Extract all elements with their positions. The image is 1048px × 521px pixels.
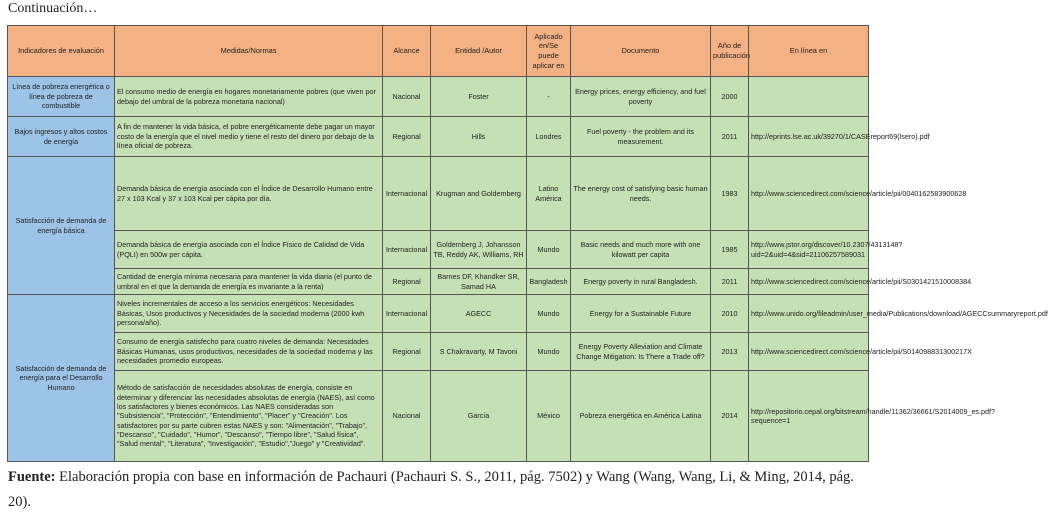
alcance-cell: Internacional: [383, 295, 431, 333]
anio-cell: 2000: [711, 77, 749, 117]
header-enlinea: En línea en: [749, 26, 869, 77]
source-note: [8, 465, 874, 515]
documento-cell: Fuel poverty - the problem and its measurement.: [571, 117, 711, 157]
entidad-cell: Hills: [431, 117, 527, 157]
enlinea-cell[interactable]: http://www.jstor.org/discover/10.2307/4313148?uid=2&uid=4&sid=21106257589031: [749, 231, 869, 269]
entidad-cell: Barnes DF, Khandker SR, Samad HA: [431, 269, 527, 295]
anio-cell: 2014: [711, 371, 749, 462]
aplicado-cell: Bangladesh: [527, 269, 571, 295]
documento-cell: Basic needs and much more with one kilowatt per capita: [571, 231, 711, 269]
entidad-cell: Goldemberg J, Johansson TB, Reddy AK, Williams, RH: [431, 231, 527, 269]
indicator-cell: Línea de pobreza energética o línea de pobreza de combustible: [8, 77, 115, 117]
aplicado-cell: Mundo: [527, 333, 571, 371]
medida-cell: El consumo medio de energía en hogares monetariamente pobres (que viven por debajo del umbral de la pobreza monetaria nacional): [115, 77, 383, 117]
table-row: [8, 269, 869, 295]
entidad-cell: AGECC: [431, 295, 527, 333]
indicator-cell: Bajos ingresos y altos costos de energía: [8, 117, 115, 157]
documento-cell: Energy prices, energy efficiency, and fuel poverty: [571, 77, 711, 117]
anio-cell: 2011: [711, 269, 749, 295]
aplicado-cell: Latino América: [527, 157, 571, 231]
header-anio: Año de publicación: [711, 26, 749, 77]
indicator-cell: Satisfacción de demanda de energía para el Desarrollo Humano: [8, 295, 115, 462]
enlinea-cell[interactable]: http://www.sciencedirect.com/science/article/pii/S0301421510008384: [749, 269, 869, 295]
header-alcance: Alcance: [383, 26, 431, 77]
alcance-cell: Regional: [383, 333, 431, 371]
indicator-cell: Satisfacción de demanda de energía básica: [8, 157, 115, 295]
medida-cell: Niveles incrementales de acceso a los servicios energéticos: Necesidades Básicas, Usos productivos y Necesidades de la sociedad moderna (2000 kwh persona/año).: [115, 295, 383, 333]
entidad-cell: Krugman and Goldemberg: [431, 157, 527, 231]
documento-cell: Energy poverty in rural Bangladesh.: [571, 269, 711, 295]
table-row: [8, 157, 869, 231]
enlinea-cell[interactable]: http://www.sciencedirect.com/science/article/pii/S014098831300217X: [749, 333, 869, 371]
medida-cell: Demanda básica de energía asociada con el Índice de Desarrollo Humano entre 27 x 103 Kcal y 37 x 103 Kcal per cápita por día.: [115, 157, 383, 231]
table-row: [8, 77, 869, 117]
header-documento: Documento: [571, 26, 711, 77]
header-indicador: Indicadores de evaluación: [8, 26, 115, 77]
enlinea-cell[interactable]: http://www.unido.org/fileadmin/user_media/Publications/download/AGECCsummaryreport.pdf: [749, 295, 869, 333]
header-entidad: Entidad /Autor: [431, 26, 527, 77]
caption: Continuación…: [8, 1, 98, 16]
documento-cell: Energy for a Sustainable Future: [571, 295, 711, 333]
medida-cell: Demanda básica de energía asociada con el Índice Físico de Calidad de Vida (PQLI) en 500w per cápita.: [115, 231, 383, 269]
table-row: [8, 371, 869, 462]
aplicado-cell: México: [527, 371, 571, 462]
enlinea-cell[interactable]: [749, 77, 869, 117]
medida-cell: Consumo de energía satisfecho para cuatro niveles de demanda: Necesidades Básicas Humanas, usos productivos, necesidades de la sociedad moderna y las necesidades promedio europeas.: [115, 333, 383, 371]
evaluation-table: [7, 25, 1048, 462]
header-aplicado: Aplicado en/Se puede aplicar en: [527, 26, 571, 77]
aplicado-cell: Mundo: [527, 231, 571, 269]
entidad-cell: Foster: [431, 77, 527, 117]
anio-cell: 2013: [711, 333, 749, 371]
alcance-cell: Nacional: [383, 371, 431, 462]
anio-cell: 2010: [711, 295, 749, 333]
aplicado-cell: Londres: [527, 117, 571, 157]
enlinea-cell[interactable]: http://eprints.lse.ac.uk/39270/1/CASEreport69(lsero).pdf: [749, 117, 869, 157]
entidad-cell: García: [431, 371, 527, 462]
medida-cell: Método de satisfacción de necesidades absolutas de energía, consiste en determinar y diferenciar las necesidades absolutas de energía (NAES), así como los satisfactores y bienes económicos. Las NAES consideradas son "Subsistencia", "Protección", "Entendimiento", "Placer" y "Creación". Los satisfactores por su parte cubren estas NAES y son: "Alimentación", "Trabajo", "Descanso", "Cuidado", "Humor", "Descanso", "Tiempo libre", "Salud física", "Salud mental", "Literatura", "Investigación", "Estudio","Juego" y "Creatividad".: [115, 371, 383, 462]
anio-cell: 2011: [711, 117, 749, 157]
source-text: Elaboración propia con base en información de Pachauri (Pachauri S. S., 2011, pág. 7502) y Wang (Wang, Wang, Li, & Ming, 2014, pág. 20).: [8, 469, 854, 510]
alcance-cell: Regional: [383, 269, 431, 295]
header-medidas: Medidas/Normas: [115, 26, 383, 77]
entidad-cell: S Chakravarty, M Tavoni: [431, 333, 527, 371]
table-row: [8, 117, 869, 157]
aplicado-cell: -: [527, 77, 571, 117]
anio-cell: 1983: [711, 157, 749, 231]
table-row: [8, 295, 869, 333]
enlinea-cell[interactable]: http://repositorio.cepal.org/bitstream/handle/11362/36661/S2014009_es.pdf?sequence=1: [749, 371, 869, 462]
source-label: Fuente:: [8, 469, 56, 485]
anio-cell: 1985: [711, 231, 749, 269]
medida-cell: Cantidad de energía mínima necesaria para mantener la vida diaria (el punto de umbral en el que la demanda de energía es invariante a la renta): [115, 269, 383, 295]
table-row: [8, 333, 869, 371]
documento-cell: The energy cost of satisfying basic human needs.: [571, 157, 711, 231]
alcance-cell: Regional: [383, 117, 431, 157]
documento-cell: Pobreza energética en América Latina: [571, 371, 711, 462]
alcance-cell: Nacional: [383, 77, 431, 117]
enlinea-cell[interactable]: http://www.sciencedirect.com/science/article/pii/0040162583900628: [749, 157, 869, 231]
aplicado-cell: Mundo: [527, 295, 571, 333]
alcance-cell: Internacional: [383, 231, 431, 269]
documento-cell: Energy Poverty Alleviation and Climate Change Mitigation: Is There a Trade off?: [571, 333, 711, 371]
table-row: [8, 231, 869, 269]
header-row: [8, 26, 869, 77]
alcance-cell: Internacional: [383, 157, 431, 231]
medida-cell: A fin de mantener la vida básica, el pobre energéticamente debe pagar un mayor costo de la energía que el nivel medio y tiene el resto del dinero por debajo de la línea oficial de pobreza.: [115, 117, 383, 157]
